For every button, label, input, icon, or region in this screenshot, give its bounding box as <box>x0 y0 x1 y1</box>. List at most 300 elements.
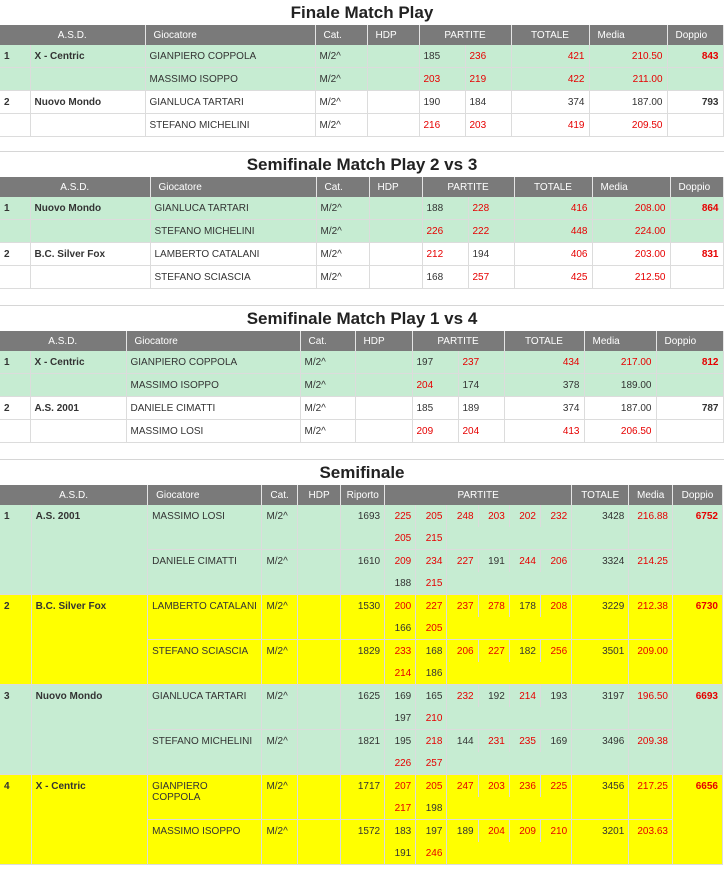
category-cell: M/2^ <box>315 68 367 91</box>
game-score: 212 <box>422 243 468 266</box>
game-score: 227 <box>478 640 509 663</box>
col-giocatore: Giocatore <box>126 331 300 351</box>
game-score: 169 <box>385 685 416 708</box>
total-cell: 3201 <box>572 820 629 865</box>
col-hdp: HDP <box>367 25 419 45</box>
game-score: 194 <box>468 243 514 266</box>
table-row <box>0 220 723 243</box>
empty-cell <box>447 617 572 640</box>
average-cell: 209.00 <box>629 640 673 685</box>
player-cell: STEFANO MICHELINI <box>145 114 315 137</box>
total-cell: 413 <box>504 420 584 443</box>
game-score: 232 <box>540 505 571 527</box>
game-score: 215 <box>416 527 447 550</box>
average-cell: 212.38 <box>629 595 673 640</box>
team-cell: Nuovo Mondo <box>30 197 150 220</box>
game-score: 256 <box>540 640 571 663</box>
game-score: 203 <box>478 775 509 798</box>
table-row <box>0 197 723 220</box>
hdp-cell <box>367 91 419 114</box>
game-score: 190 <box>419 91 465 114</box>
hdp-cell <box>297 685 341 730</box>
average-cell: 189.00 <box>584 374 656 397</box>
semi14-table <box>0 331 724 443</box>
empty-cell <box>447 752 572 775</box>
table-row <box>0 397 723 420</box>
total-cell: 421 <box>511 45 589 68</box>
doppio-cell <box>672 550 722 595</box>
game-score: 227 <box>447 550 478 573</box>
game-score: 204 <box>412 374 458 397</box>
team-cell: X - Centric <box>30 45 145 68</box>
empty-cell <box>447 662 572 685</box>
hdp-cell <box>297 550 341 595</box>
total-cell: 3496 <box>572 730 629 775</box>
doppio-cell <box>670 266 723 289</box>
game-score: 178 <box>509 595 540 618</box>
category-cell: M/2^ <box>262 550 297 595</box>
game-score: 219 <box>465 68 511 91</box>
empty-cell <box>447 842 572 865</box>
game-score: 235 <box>509 730 540 753</box>
game-score: 234 <box>416 550 447 573</box>
game-score: 144 <box>447 730 478 753</box>
game-score: 206 <box>540 550 571 573</box>
total-cell: 416 <box>514 197 592 220</box>
semifinale-table <box>0 485 723 865</box>
player-cell: STEFANO SCIASCIA <box>150 266 316 289</box>
game-score: 200 <box>385 595 416 618</box>
team-cell <box>30 114 145 137</box>
game-score: 210 <box>540 820 571 843</box>
team-cell <box>31 730 147 775</box>
semi23-table <box>0 177 724 289</box>
doppio-cell: 6752 <box>672 505 722 550</box>
table-row <box>0 351 723 374</box>
player-cell: MASSIMO LOSI <box>148 505 262 550</box>
riporto-cell: 1625 <box>341 685 385 730</box>
game-score: 222 <box>468 220 514 243</box>
team-cell <box>31 820 147 865</box>
total-cell: 374 <box>511 91 589 114</box>
category-cell: M/2^ <box>262 730 297 775</box>
player-cell: STEFANO MICHELINI <box>150 220 316 243</box>
average-cell: 203.00 <box>592 243 670 266</box>
semi14-header-row <box>0 331 723 351</box>
game-score: 227 <box>416 595 447 618</box>
hdp-cell <box>369 220 422 243</box>
doppio-cell <box>672 820 722 865</box>
average-cell: 196.50 <box>629 685 673 730</box>
col-partite: PARTITE <box>412 331 504 351</box>
category-cell: M/2^ <box>316 220 369 243</box>
category-cell: M/2^ <box>300 374 355 397</box>
team-cell: A.S. 2001 <box>31 505 147 550</box>
total-cell: 434 <box>504 351 584 374</box>
riporto-cell: 1572 <box>341 820 385 865</box>
doppio-cell <box>667 68 723 91</box>
hdp-cell <box>297 595 341 640</box>
col-asd: A.S.D. <box>0 331 126 351</box>
team-cell <box>30 220 150 243</box>
semifinale-header-row <box>0 485 723 505</box>
finale-section <box>0 0 724 137</box>
game-score: 257 <box>468 266 514 289</box>
game-score: 248 <box>447 505 478 527</box>
empty-cell <box>447 572 572 595</box>
riporto-cell: 1693 <box>341 505 385 550</box>
category-cell: M/2^ <box>262 640 297 685</box>
table-row <box>0 505 723 527</box>
game-score: 216 <box>419 114 465 137</box>
player-cell: STEFANO MICHELINI <box>148 730 262 775</box>
category-cell: M/2^ <box>262 505 297 550</box>
player-cell: MASSIMO ISOPPO <box>148 820 262 865</box>
position-cell <box>0 374 30 397</box>
empty-cell <box>447 797 572 820</box>
game-score: 204 <box>458 420 504 443</box>
doppio-cell: 6693 <box>672 685 722 730</box>
game-score: 207 <box>385 775 416 798</box>
col-cat: Cat. <box>316 177 369 197</box>
table-row <box>0 820 723 843</box>
game-score: 166 <box>385 617 416 640</box>
total-cell: 3501 <box>572 640 629 685</box>
semi23-title: Semifinale Match Play 2 vs 3 <box>246 155 478 174</box>
game-score: 231 <box>478 730 509 753</box>
position-cell: 1 <box>0 505 31 550</box>
doppio-cell: 843 <box>667 45 723 68</box>
doppio-cell: 6656 <box>672 775 722 820</box>
game-score: 192 <box>478 685 509 708</box>
total-cell: 3456 <box>572 775 629 820</box>
game-score: 168 <box>422 266 468 289</box>
player-cell: MASSIMO ISOPPO <box>126 374 300 397</box>
position-cell: 1 <box>0 351 30 374</box>
semifinale-section <box>0 460 724 865</box>
game-score: 188 <box>422 197 468 220</box>
game-score: 236 <box>465 45 511 68</box>
hdp-cell <box>355 351 412 374</box>
game-score: 203 <box>465 114 511 137</box>
table-row <box>0 114 723 137</box>
category-cell: M/2^ <box>316 266 369 289</box>
empty-cell <box>447 527 572 550</box>
game-score: 247 <box>447 775 478 798</box>
riporto-cell: 1717 <box>341 775 385 820</box>
game-score: 203 <box>419 68 465 91</box>
col-asd: A.S.D. <box>0 485 148 505</box>
player-cell: LAMBERTO CATALANI <box>148 595 262 640</box>
team-cell: X - Centric <box>30 351 126 374</box>
average-cell: 187.00 <box>589 91 667 114</box>
total-cell: 419 <box>511 114 589 137</box>
col-cat: Cat. <box>315 25 367 45</box>
game-score: 185 <box>419 45 465 68</box>
average-cell: 224.00 <box>592 220 670 243</box>
hdp-cell <box>355 397 412 420</box>
total-cell: 3428 <box>572 505 629 550</box>
game-score: 165 <box>416 685 447 708</box>
hdp-cell <box>297 505 341 550</box>
col-giocatore: Giocatore <box>148 485 262 505</box>
average-cell: 209.50 <box>589 114 667 137</box>
game-score: 188 <box>385 572 416 595</box>
doppio-cell <box>672 640 722 685</box>
col-partite: PARTITE <box>385 485 572 505</box>
doppio-cell <box>670 220 723 243</box>
total-cell: 3229 <box>572 595 629 640</box>
riporto-cell: 1821 <box>341 730 385 775</box>
doppio-cell: 6730 <box>672 595 722 640</box>
col-asd: A.S.D. <box>0 25 145 45</box>
total-cell: 3324 <box>572 550 629 595</box>
category-cell: M/2^ <box>262 595 297 640</box>
position-cell <box>0 420 30 443</box>
table-row <box>0 685 723 708</box>
doppio-cell <box>667 114 723 137</box>
riporto-cell: 1530 <box>341 595 385 640</box>
total-cell: 422 <box>511 68 589 91</box>
col-partite: PARTITE <box>419 25 511 45</box>
game-score: 183 <box>385 820 416 843</box>
game-score: 185 <box>412 397 458 420</box>
position-cell: 2 <box>0 243 30 266</box>
average-cell: 187.00 <box>584 397 656 420</box>
game-score: 209 <box>385 550 416 573</box>
team-cell: X - Centric <box>31 775 147 820</box>
team-cell: Nuovo Mondo <box>31 685 147 730</box>
doppio-cell <box>656 374 723 397</box>
game-score: 198 <box>416 797 447 820</box>
game-score: 218 <box>416 730 447 753</box>
game-score: 204 <box>478 820 509 843</box>
player-cell: GIANPIERO COPPOLA <box>145 45 315 68</box>
game-score: 214 <box>385 662 416 685</box>
category-cell: M/2^ <box>300 420 355 443</box>
hdp-cell <box>367 68 419 91</box>
table-row <box>0 775 723 798</box>
game-score: 217 <box>385 797 416 820</box>
player-cell: MASSIMO LOSI <box>126 420 300 443</box>
table-row <box>0 374 723 397</box>
player-cell: GIANLUCA TARTARI <box>150 197 316 220</box>
category-cell: M/2^ <box>315 114 367 137</box>
doppio-cell: 787 <box>656 397 723 420</box>
average-cell: 217.00 <box>584 351 656 374</box>
position-cell: 1 <box>0 45 30 68</box>
game-score: 191 <box>385 842 416 865</box>
game-score: 244 <box>509 550 540 573</box>
game-score: 202 <box>509 505 540 527</box>
category-cell: M/2^ <box>262 685 297 730</box>
game-score: 197 <box>416 820 447 843</box>
semi23-header-row <box>0 177 723 197</box>
game-score: 182 <box>509 640 540 663</box>
game-score: 226 <box>422 220 468 243</box>
total-cell: 3197 <box>572 685 629 730</box>
player-cell: GIANLUCA TARTARI <box>145 91 315 114</box>
semi14-section <box>0 306 724 443</box>
doppio-cell: 831 <box>670 243 723 266</box>
average-cell: 209.38 <box>629 730 673 775</box>
doppio-cell: 812 <box>656 351 723 374</box>
total-cell: 448 <box>514 220 592 243</box>
game-score: 189 <box>447 820 478 843</box>
hdp-cell <box>297 640 341 685</box>
col-partite: PARTITE <box>422 177 514 197</box>
finale-title: Finale Match Play <box>290 3 434 22</box>
total-cell: 425 <box>514 266 592 289</box>
col-doppio: Doppio <box>667 25 723 45</box>
team-cell <box>31 550 147 595</box>
hdp-cell <box>369 266 422 289</box>
average-cell: 216.88 <box>629 505 673 550</box>
game-score: 197 <box>385 707 416 730</box>
hdp-cell <box>367 114 419 137</box>
average-cell: 211.00 <box>589 68 667 91</box>
player-cell: STEFANO SCIASCIA <box>148 640 262 685</box>
average-cell: 210.50 <box>589 45 667 68</box>
player-cell: GIANPIERO COPPOLA <box>126 351 300 374</box>
category-cell: M/2^ <box>315 45 367 68</box>
position-cell: 4 <box>0 775 31 820</box>
col-media: Media <box>589 25 667 45</box>
game-score: 168 <box>416 640 447 663</box>
table-row <box>0 45 723 68</box>
finale-table <box>0 25 724 137</box>
player-cell: GIANPIERO COPPOLA <box>148 775 262 820</box>
total-cell: 374 <box>504 397 584 420</box>
table-row <box>0 91 723 114</box>
player-cell: LAMBERTO CATALANI <box>150 243 316 266</box>
col-hdp: HDP <box>297 485 341 505</box>
category-cell: M/2^ <box>315 91 367 114</box>
riporto-cell: 1610 <box>341 550 385 595</box>
team-cell: B.C. Silver Fox <box>30 243 150 266</box>
average-cell: 214.25 <box>629 550 673 595</box>
average-cell: 208.00 <box>592 197 670 220</box>
semi14-title: Semifinale Match Play 1 vs 4 <box>246 309 478 328</box>
position-cell <box>0 820 31 865</box>
total-cell: 378 <box>504 374 584 397</box>
game-score: 233 <box>385 640 416 663</box>
game-score: 197 <box>412 351 458 374</box>
game-score: 205 <box>385 527 416 550</box>
position-cell <box>0 550 31 595</box>
semi23-section <box>0 152 724 289</box>
table-row <box>0 420 723 443</box>
player-cell: MASSIMO ISOPPO <box>145 68 315 91</box>
col-totale: TOTALE <box>504 331 584 351</box>
average-cell: 212.50 <box>592 266 670 289</box>
game-score: 214 <box>509 685 540 708</box>
team-cell <box>30 374 126 397</box>
col-hdp: HDP <box>355 331 412 351</box>
game-score: 189 <box>458 397 504 420</box>
team-cell: B.C. Silver Fox <box>31 595 147 640</box>
riporto-cell: 1829 <box>341 640 385 685</box>
position-cell <box>0 68 30 91</box>
player-cell: DANIELE CIMATTI <box>126 397 300 420</box>
empty-cell <box>447 707 572 730</box>
player-cell: DANIELE CIMATTI <box>148 550 262 595</box>
table-row <box>0 550 723 573</box>
team-cell <box>31 640 147 685</box>
table-row <box>0 243 723 266</box>
game-score: 184 <box>465 91 511 114</box>
position-cell <box>0 730 31 775</box>
table-row <box>0 595 723 618</box>
col-media: Media <box>592 177 670 197</box>
table-row <box>0 640 723 663</box>
position-cell: 2 <box>0 91 30 114</box>
table-row <box>0 730 723 753</box>
col-giocatore: Giocatore <box>145 25 315 45</box>
category-cell: M/2^ <box>300 397 355 420</box>
game-score: 225 <box>540 775 571 798</box>
game-score: 215 <box>416 572 447 595</box>
total-cell: 406 <box>514 243 592 266</box>
position-cell: 2 <box>0 595 31 640</box>
col-totale: TOTALE <box>514 177 592 197</box>
game-score: 246 <box>416 842 447 865</box>
hdp-cell <box>369 197 422 220</box>
team-cell: A.S. 2001 <box>30 397 126 420</box>
hdp-cell <box>355 420 412 443</box>
table-row <box>0 266 723 289</box>
team-cell <box>30 266 150 289</box>
game-score: 237 <box>458 351 504 374</box>
col-cat: Cat. <box>300 331 355 351</box>
col-asd: A.S.D. <box>0 177 150 197</box>
doppio-cell: 864 <box>670 197 723 220</box>
game-score: 169 <box>540 730 571 753</box>
position-cell <box>0 114 30 137</box>
game-score: 203 <box>478 505 509 527</box>
hdp-cell <box>297 730 341 775</box>
game-score: 210 <box>416 707 447 730</box>
hdp-cell <box>297 775 341 820</box>
game-score: 232 <box>447 685 478 708</box>
col-doppio: Doppio <box>656 331 723 351</box>
col-totale: TOTALE <box>572 485 629 505</box>
doppio-cell <box>656 420 723 443</box>
col-riporto: Riporto <box>341 485 385 505</box>
game-score: 205 <box>416 505 447 527</box>
col-doppio: Doppio <box>672 485 722 505</box>
game-score: 195 <box>385 730 416 753</box>
game-score: 278 <box>478 595 509 618</box>
col-giocatore: Giocatore <box>150 177 316 197</box>
average-cell: 203.63 <box>629 820 673 865</box>
game-score: 193 <box>540 685 571 708</box>
average-cell: 217.25 <box>629 775 673 820</box>
hdp-cell <box>297 820 341 865</box>
game-score: 191 <box>478 550 509 573</box>
finale-header-row <box>0 25 723 45</box>
col-media: Media <box>584 331 656 351</box>
col-media: Media <box>629 485 673 505</box>
player-cell: GIANLUCA TARTARI <box>148 685 262 730</box>
doppio-cell: 793 <box>667 91 723 114</box>
position-cell <box>0 640 31 685</box>
game-score: 209 <box>412 420 458 443</box>
position-cell: 3 <box>0 685 31 730</box>
col-hdp: HDP <box>369 177 422 197</box>
category-cell: M/2^ <box>262 775 297 820</box>
game-score: 205 <box>416 775 447 798</box>
